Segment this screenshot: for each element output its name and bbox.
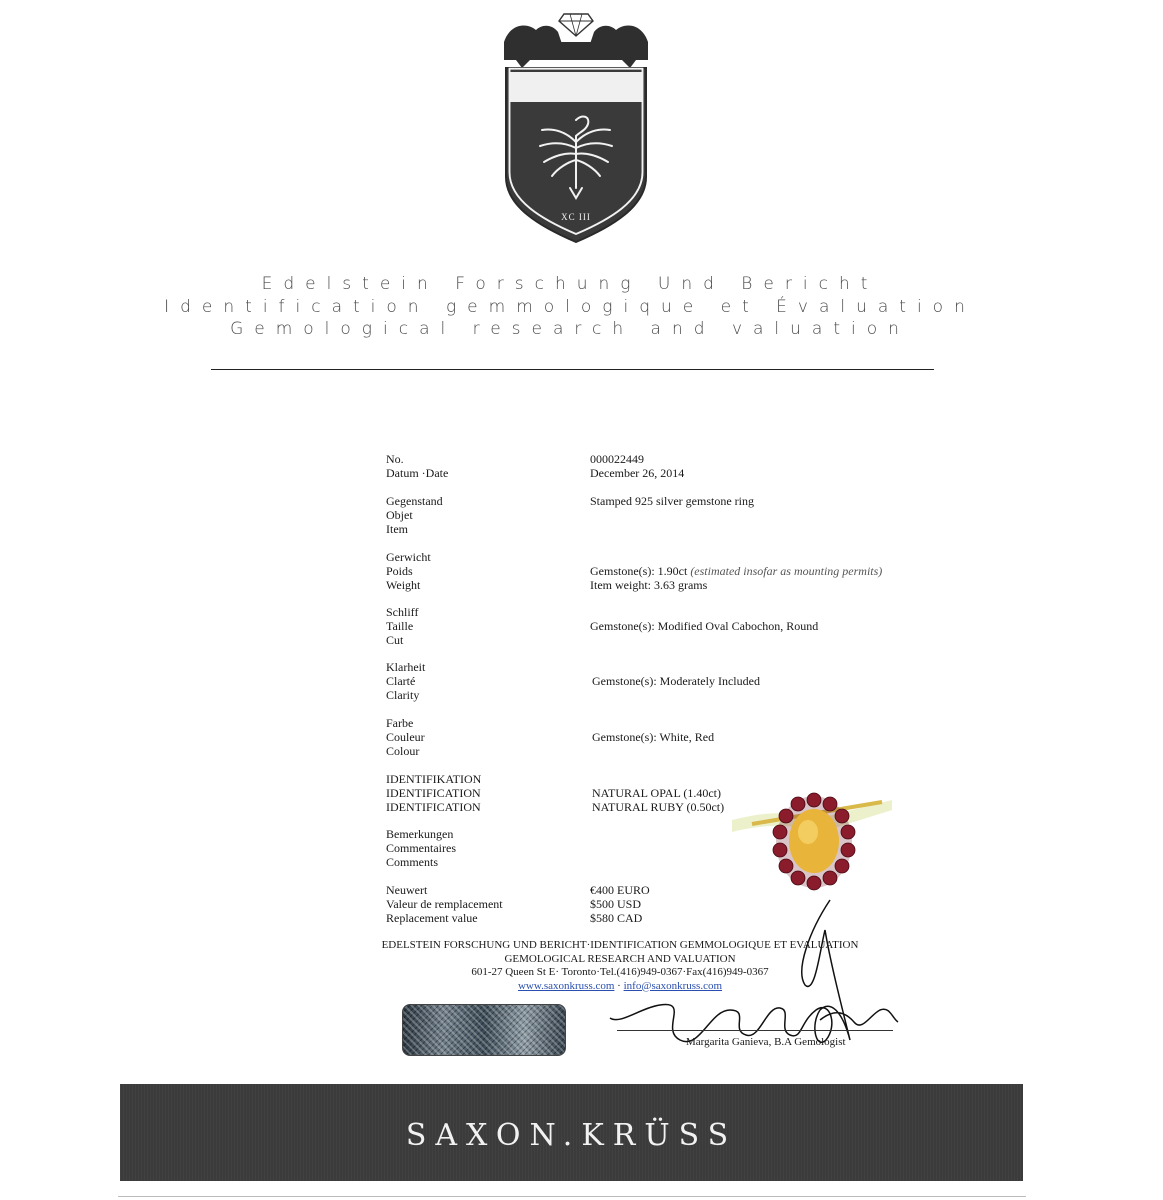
weight-estimate-note: (estimated insofar as mounting permits)	[690, 564, 883, 578]
heading-french: Identification gemmologique et Évaluation	[164, 297, 976, 317]
value-cad: $580 CAD	[590, 911, 643, 925]
weight-gemstones-text: Gemstone(s): 1.90ct	[590, 564, 688, 578]
cut-value: Gemstone(s): Modified Oval Cabochon, Round	[590, 619, 819, 633]
brand-name: SAXON.KRÜSS	[405, 1118, 738, 1153]
date-value: December 26, 2014	[590, 466, 685, 480]
item-label-fr: Objet	[386, 508, 413, 522]
value-euro: €400 EURO	[590, 883, 650, 897]
email-link[interactable]: info@saxonkruss.com	[623, 979, 723, 992]
heading-german: Edelstein Forschung Und Bericht	[261, 274, 879, 294]
comments-label-en: Comments	[386, 855, 439, 869]
page-bottom-rule	[118, 1196, 1026, 1197]
item-value: Stamped 925 silver gemstone ring	[590, 494, 754, 508]
clarity-label-en: Clarity	[386, 688, 420, 702]
footer-address-line: 601-27 Queen St E· Toronto·Tel.(416)949-0367·Fax(416)949-0367	[471, 966, 769, 978]
ring-photo	[732, 780, 892, 900]
weight-value-gemstones	[590, 564, 882, 578]
hologram-sticker	[402, 1004, 566, 1056]
item-label-de: Gegenstand	[386, 494, 443, 508]
footer-company-line: EDELSTEIN FORSCHUNG UND BERICHT·IDENTIFICATION GEMMOLOGIQUE ET EVALUATION	[381, 939, 859, 951]
identification-label-de: IDENTIFIKATION	[386, 772, 482, 786]
comments-label-de: Bemerkungen	[386, 827, 454, 841]
comments-label-fr: Commentaires	[386, 841, 456, 855]
crest-logo	[496, 2, 656, 250]
number-value: 000022449	[590, 452, 644, 466]
value-usd: $500 USD	[590, 897, 642, 911]
colour-label-de: Farbe	[386, 716, 414, 730]
cut-label-fr: Taille	[386, 619, 414, 633]
colour-value: Gemstone(s): White, Red	[592, 730, 715, 744]
colour-label-fr: Couleur	[386, 730, 425, 744]
clarity-value: Gemstone(s): Moderately Included	[592, 674, 760, 688]
identification-ruby: NATURAL RUBY (0.50ct)	[592, 800, 725, 814]
value-label-fr: Valeur de remplacement	[386, 897, 503, 911]
identification-label-en: IDENTIFICATION	[386, 800, 481, 814]
website-link[interactable]: www.saxonkruss.com	[517, 979, 615, 992]
brand-band	[120, 1084, 1023, 1181]
value-label-en: Replacement value	[386, 911, 478, 925]
clarity-label-fr: Clarté	[386, 674, 416, 688]
value-label-de: Neuwert	[386, 883, 428, 897]
signature-line	[617, 1030, 893, 1031]
heading-english: Gemological research and valuation	[230, 319, 910, 339]
cut-label-en: Cut	[386, 633, 404, 647]
date-label: Datum ·Date	[386, 466, 449, 480]
weight-label-de: Gerwicht	[386, 550, 431, 564]
crest-numeral: XC III	[561, 212, 591, 222]
identification-opal: NATURAL OPAL (1.40ct)	[592, 786, 721, 800]
diamond-icon	[559, 14, 593, 36]
footer-contact-line	[370, 980, 870, 994]
clarity-label-de: Klarheit	[386, 660, 426, 674]
contact-separator: ·	[614, 979, 624, 992]
number-label: No.	[386, 452, 404, 466]
gemologist-name: Margarita Ganieva, B.A Gemologist	[686, 1036, 846, 1048]
footer-address	[370, 939, 870, 993]
weight-label-en: Weight	[386, 578, 421, 592]
weight-label-fr: Poids	[386, 564, 413, 578]
heading-divider	[211, 369, 934, 370]
identification-label-fr: IDENTIFICATION	[386, 786, 481, 800]
footer-tagline: GEMOLOGICAL RESEARCH AND VALUATION	[504, 952, 736, 965]
cut-label-de: Schliff	[386, 605, 419, 619]
colour-label-en: Colour	[386, 744, 420, 758]
item-label-en: Item	[386, 522, 408, 536]
weight-value-item: Item weight: 3.63 grams	[590, 578, 708, 592]
